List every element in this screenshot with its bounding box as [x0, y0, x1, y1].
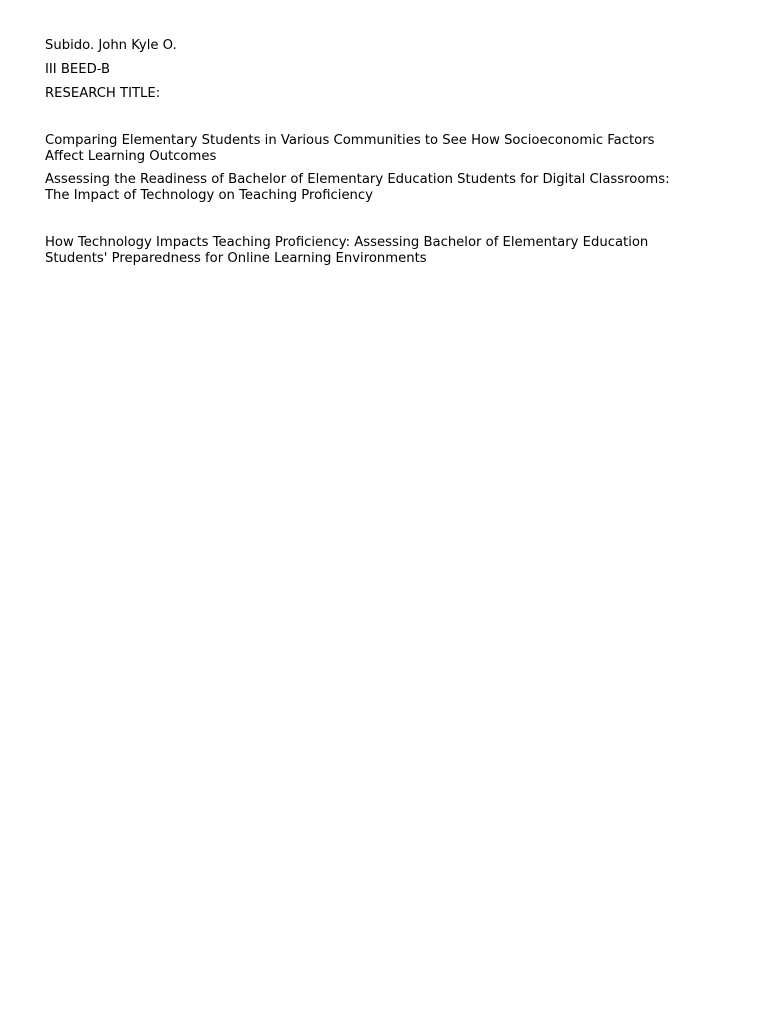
research-title-1-line-1: Comparing Elementary Students in Various Communities to See How Socioeconomic Factors	[45, 133, 655, 148]
research-title-1-line-2: Affect Learning Outcomes	[45, 148, 217, 164]
research-title-3-line-2: Students' Preparedness for Online Learning Environments	[45, 250, 427, 266]
research-title-2-line-1: Assessing the Readiness of Bachelor of Elementary Education Students for Digital Classrooms:	[45, 172, 670, 187]
research-title-1	[45, 133, 725, 164]
student-name: Subido. John Kyle O.	[45, 38, 177, 53]
research-title-3	[45, 235, 725, 266]
research-title-heading: RESEARCH TITLE:	[45, 86, 161, 101]
research-title-2-line-2: The Impact of Technology on Teaching Proficiency	[45, 187, 373, 203]
research-title-3-line-1: How Technology Impacts Teaching Proficiency: Assessing Bachelor of Elementary Education	[45, 235, 649, 250]
research-title-2	[45, 172, 725, 203]
class-section: III BEED-B	[45, 62, 111, 77]
